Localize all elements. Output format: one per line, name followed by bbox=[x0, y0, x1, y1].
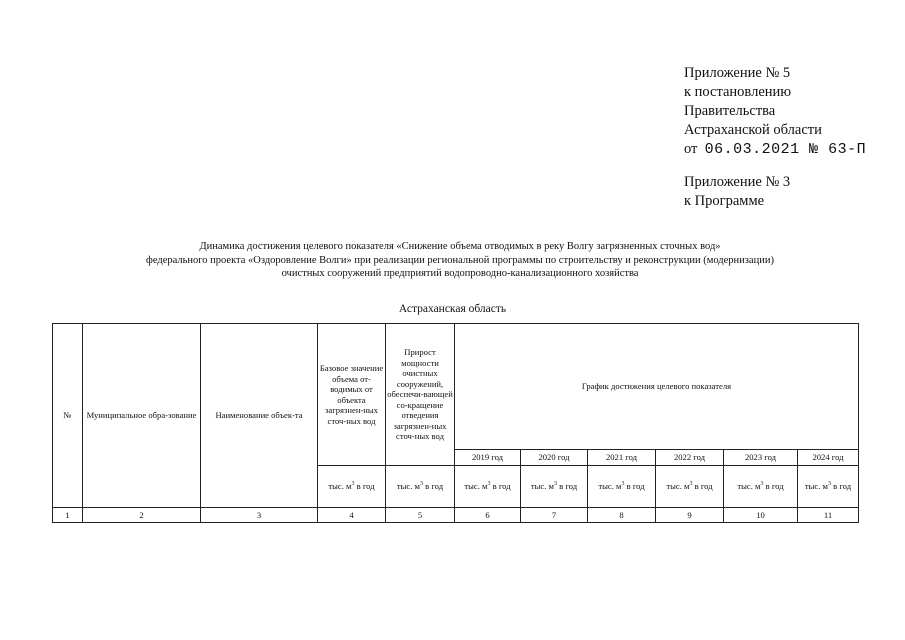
unit-cell: тыс. $м^3$ в год bbox=[588, 466, 656, 508]
government-line: Правительства bbox=[684, 103, 776, 119]
unit-cell: тыс. $м^3$ в год bbox=[798, 466, 859, 508]
indicator-table bbox=[52, 323, 859, 523]
column-number: 9 bbox=[656, 508, 724, 523]
title-line-1: Динамика достижения целевого показателя «Снижение объема отводимых в реку Волгу загрязненных сточных вод» bbox=[199, 241, 721, 252]
date-prefix: от bbox=[684, 141, 698, 157]
year-2021: 2021 год bbox=[588, 450, 656, 466]
column-number: 2 bbox=[83, 508, 201, 523]
unit-cell: тыс. $м^3$ в год bbox=[318, 466, 386, 508]
year-2024: 2024 год bbox=[798, 450, 859, 466]
appendix-title: Приложение № 5 bbox=[684, 65, 791, 81]
date-line bbox=[684, 140, 866, 159]
column-number: 5 bbox=[386, 508, 455, 523]
col-header-schedule: График достижения целевого показателя bbox=[455, 324, 859, 450]
to-program-line: к Программе bbox=[684, 193, 765, 209]
column-number: 1 bbox=[53, 508, 83, 523]
unit-cell: тыс. $м^3$ в год bbox=[455, 466, 521, 508]
year-2022: 2022 год bbox=[656, 450, 724, 466]
col-header-growth: Прирост мощности очистных сооружений, обеспечи-вающей со-кращение отведения загрязнен-ных сточ-ных вод bbox=[386, 324, 455, 466]
year-2023: 2023 год bbox=[724, 450, 798, 466]
unit-cell: тыс. $м^3$ в год bbox=[386, 466, 455, 508]
col-header-num: № bbox=[53, 324, 83, 508]
appendix2-title: Приложение № 3 bbox=[684, 174, 791, 190]
unit-cell: тыс. $м^3$ в год bbox=[724, 466, 798, 508]
column-number: 7 bbox=[521, 508, 588, 523]
column-number: 3 bbox=[201, 508, 318, 523]
column-number-row bbox=[53, 508, 859, 523]
column-number: 6 bbox=[455, 508, 521, 523]
col-header-municipality: Муниципальное обра-зование bbox=[83, 324, 201, 508]
to-resolution-line: к постановлению bbox=[684, 84, 792, 100]
column-number: 11 bbox=[798, 508, 859, 523]
year-2019: 2019 год bbox=[455, 450, 521, 466]
title-line-2: федерального проекта «Оздоровление Волги» при реализации региональной программы по строительству и реконструкции (модернизации) bbox=[146, 254, 774, 266]
unit-cell: тыс. $м^3$ в год bbox=[656, 466, 724, 508]
title-line-3: очистных сооружений предприятий водопроводно-канализационного хозяйства bbox=[281, 268, 639, 279]
column-number: 8 bbox=[588, 508, 656, 523]
header-block bbox=[684, 64, 866, 211]
document-title bbox=[40, 240, 880, 281]
date-stamp: 06.03.2021 № 63-П bbox=[704, 141, 867, 158]
region-line: Астраханской области bbox=[684, 122, 822, 138]
col-header-object: Наименование объек-та bbox=[201, 324, 318, 508]
region-label: Астраханская область bbox=[398, 303, 507, 315]
header-row-1 bbox=[53, 324, 859, 450]
year-2020: 2020 год bbox=[521, 450, 588, 466]
column-number: 4 bbox=[318, 508, 386, 523]
column-number: 10 bbox=[724, 508, 798, 523]
unit-cell: тыс. $м^3$ в год bbox=[521, 466, 588, 508]
col-header-base: Базовое значение объема от-водимых от объекта загрязнен-ных сточ-ных вод bbox=[318, 324, 386, 466]
